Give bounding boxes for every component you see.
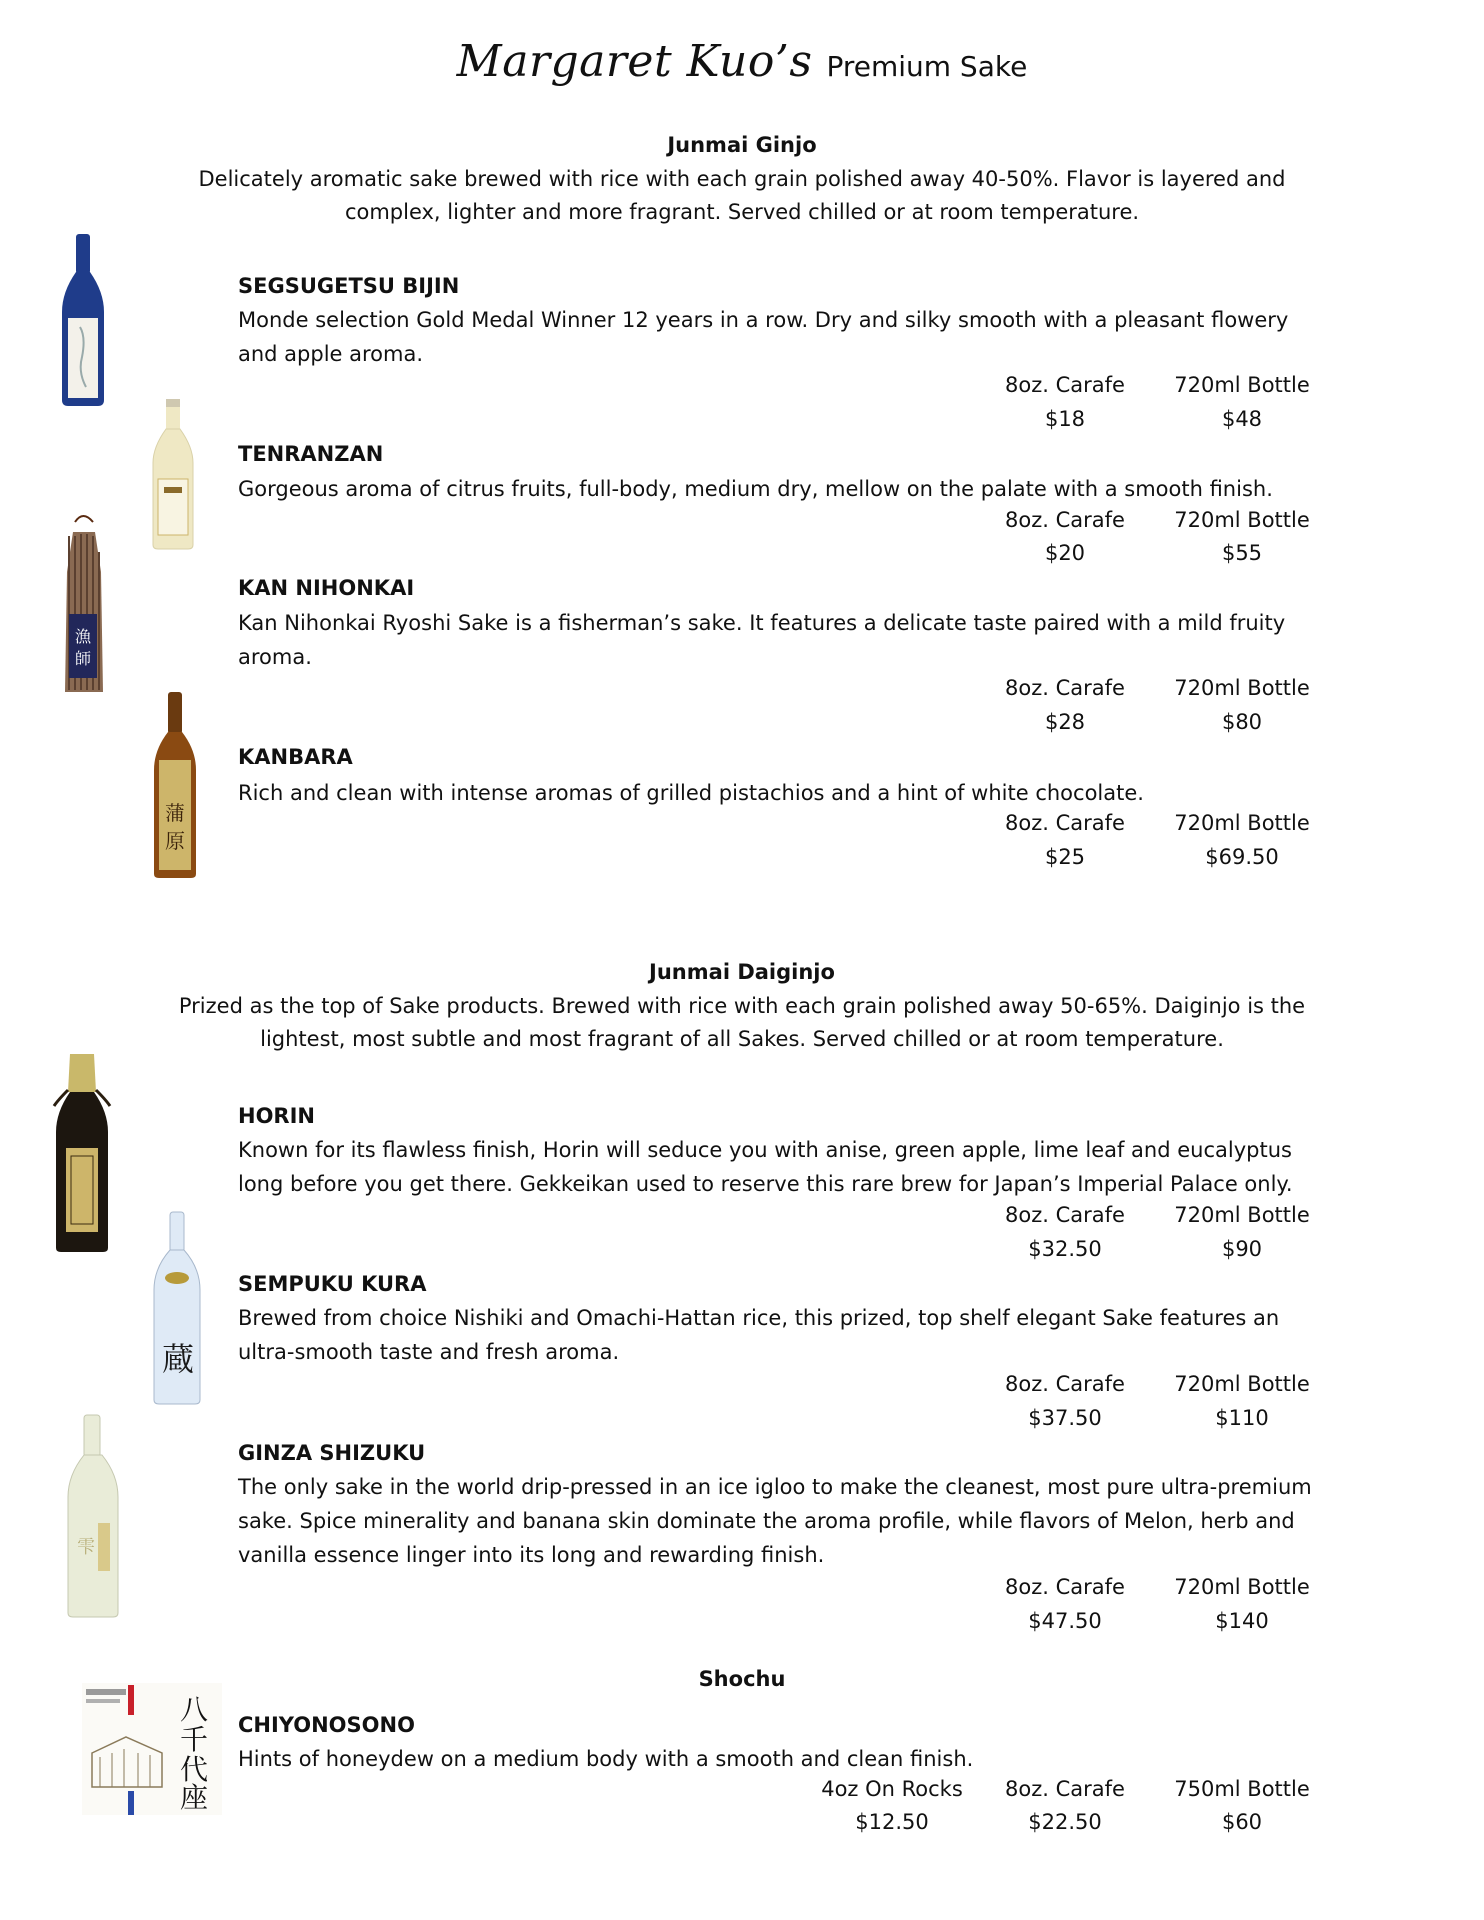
price-value-bottle: $60 — [1221, 1810, 1263, 1834]
price-label-rocks: 4oz On Rocks — [821, 1777, 963, 1801]
segsugetsu-bijin-bottle-icon — [58, 232, 108, 408]
price-label-carafe: 8oz. Carafe — [1005, 811, 1125, 835]
price-value-bottle: $110 — [1215, 1406, 1269, 1430]
price-label-carafe: 8oz. Carafe — [1005, 1575, 1125, 1599]
price-label-bottle: 720ml Bottle — [1174, 676, 1310, 700]
price-label-bottle: 720ml Bottle — [1174, 1372, 1310, 1396]
item-description-kanbara: Rich and clean with intense aromas of grilled pistachios and a hint of white chocolate. — [238, 781, 1144, 805]
svg-text:原: 原 — [165, 829, 185, 853]
kanbara-bottle-icon — [150, 690, 200, 880]
item-description-ginza-shizuku: The only sake in the world drip-pressed in an ice igloo to make the cleanest, most pure ultra-premium sake. Spice minerality and banana skin dominate the aroma profile, while flavors of Melon, herb and vanilla essence linger into its long and rewarding finish. — [238, 1475, 1312, 1567]
item-name-chiyonosono: CHIYONOSONO — [238, 1713, 415, 1737]
svg-text:師: 師 — [74, 649, 92, 668]
page-title — [0, 36, 1484, 87]
price-value-bottle: $69.50 — [1205, 845, 1279, 869]
item-name-kanbara: KANBARA — [238, 745, 353, 769]
horin-bottle-icon — [50, 1052, 114, 1254]
price-label-carafe: 8oz. Carafe — [1005, 508, 1125, 532]
tenranzan-bottle-icon — [150, 397, 196, 551]
item-description-segsugetsu-bijin: Monde selection Gold Medal Winner 12 years in a row. Dry and silky smooth with a pleasant flowery and apple aroma. — [238, 308, 1289, 366]
item-description-horin: Known for its flawless finish, Horin will seduce you with anise, green apple, lime leaf and eucalyptus long before you get there. Gekkeikan used to reserve this rare brew for Japan’s Imperial Palace only. — [238, 1138, 1293, 1196]
item-name-ginza-shizuku: GINZA SHIZUKU — [238, 1441, 426, 1465]
svg-text:雫: 雫 — [77, 1537, 95, 1558]
svg-text:蒲: 蒲 — [165, 801, 185, 825]
section-title-shochu: Shochu — [698, 1667, 786, 1691]
item-description-kan-nihonkai: Kan Nihonkai Ryoshi Sake is a fisherman’s sake. It features a delicate taste paired with a mild fruity aroma. — [238, 611, 1286, 669]
section-title-junmai-daiginjo: Junmai Daiginjo — [649, 960, 835, 984]
price-label-bottle: 720ml Bottle — [1174, 508, 1310, 532]
price-value-bottle: $55 — [1221, 541, 1263, 565]
restaurant-name: Margaret Kuo’s — [456, 36, 813, 87]
item-description-chiyonosono: Hints of honeydew on a medium body with a smooth and clean finish. — [238, 1747, 974, 1771]
price-label-bottle: 720ml Bottle — [1174, 1203, 1310, 1227]
chiyonosono-label-icon — [82, 1683, 222, 1815]
price-label-carafe: 8oz. Carafe — [1005, 373, 1125, 397]
price-label-carafe: 8oz. Carafe — [1005, 676, 1125, 700]
item-name-sempuku-kura: SEMPUKU KURA — [238, 1272, 427, 1296]
item-name-horin: HORIN — [238, 1104, 315, 1128]
price-value-bottle: $90 — [1221, 1237, 1263, 1261]
section-title-junmai-ginjo: Junmai Ginjo — [667, 133, 817, 157]
price-label-bottle: 720ml Bottle — [1174, 1575, 1310, 1599]
svg-text:漁: 漁 — [74, 627, 92, 646]
price-value-carafe: $22.50 — [1028, 1810, 1102, 1834]
svg-text:八: 八 — [179, 1693, 209, 1726]
svg-text:蔵: 蔵 — [161, 1340, 195, 1378]
svg-text:千: 千 — [179, 1723, 209, 1756]
svg-text:代: 代 — [179, 1753, 209, 1786]
price-label-carafe: 8oz. Carafe — [1005, 1203, 1125, 1227]
price-label-carafe: 8oz. Carafe — [1005, 1777, 1125, 1801]
price-value-bottle: $48 — [1221, 407, 1263, 431]
kan-nihonkai-bottle-icon — [55, 512, 113, 698]
price-value-rocks: $12.50 — [855, 1810, 929, 1834]
price-label-carafe: 8oz. Carafe — [1005, 1372, 1125, 1396]
price-value-carafe: $37.50 — [1028, 1406, 1102, 1430]
price-value-carafe: $25 — [1044, 845, 1086, 869]
ginza-shizuku-bottle-icon — [62, 1413, 124, 1619]
item-name-segsugetsu-bijin: SEGSUGETSU BIJIN — [238, 274, 460, 298]
price-value-bottle: $140 — [1215, 1609, 1269, 1633]
section-description-junmai-daiginjo: Prized as the top of Sake products. Brewed with rice with each grain polished away 50-65%. Daiginjo is the lightest, most subtle and most fragrant of all Sakes. Served chilled or at room temperature. — [178, 994, 1306, 1051]
svg-text:座: 座 — [179, 1781, 209, 1814]
item-description-tenranzan: Gorgeous aroma of citrus fruits, full-body, medium dry, mellow on the palate with a smooth finish. — [238, 477, 1273, 501]
item-name-kan-nihonkai: KAN NIHONKAI — [238, 576, 415, 600]
item-name-tenranzan: TENRANZAN — [238, 442, 384, 466]
price-value-carafe: $47.50 — [1028, 1609, 1102, 1633]
price-value-bottle: $80 — [1221, 710, 1263, 734]
sempuku-kura-bottle-icon — [148, 1210, 206, 1406]
item-description-sempuku-kura: Brewed from choice Nishiki and Omachi-Hattan rice, this prized, top shelf elegant Sake features an ultra-smooth taste and fresh aroma. — [238, 1306, 1280, 1364]
price-value-carafe: $28 — [1044, 710, 1086, 734]
price-value-carafe: $32.50 — [1028, 1237, 1102, 1261]
price-label-bottle: 750ml Bottle — [1174, 1777, 1310, 1801]
price-label-bottle: 720ml Bottle — [1174, 811, 1310, 835]
price-value-carafe: $20 — [1044, 541, 1086, 565]
section-description-junmai-ginjo: Delicately aromatic sake brewed with rice with each grain polished away 40-50%. Flavor is layered and complex, lighter and more fragrant. Served chilled or at room temperature. — [198, 167, 1286, 224]
price-label-bottle: 720ml Bottle — [1174, 373, 1310, 397]
menu-subtitle: Premium Sake — [826, 50, 1028, 83]
price-value-carafe: $18 — [1044, 407, 1086, 431]
